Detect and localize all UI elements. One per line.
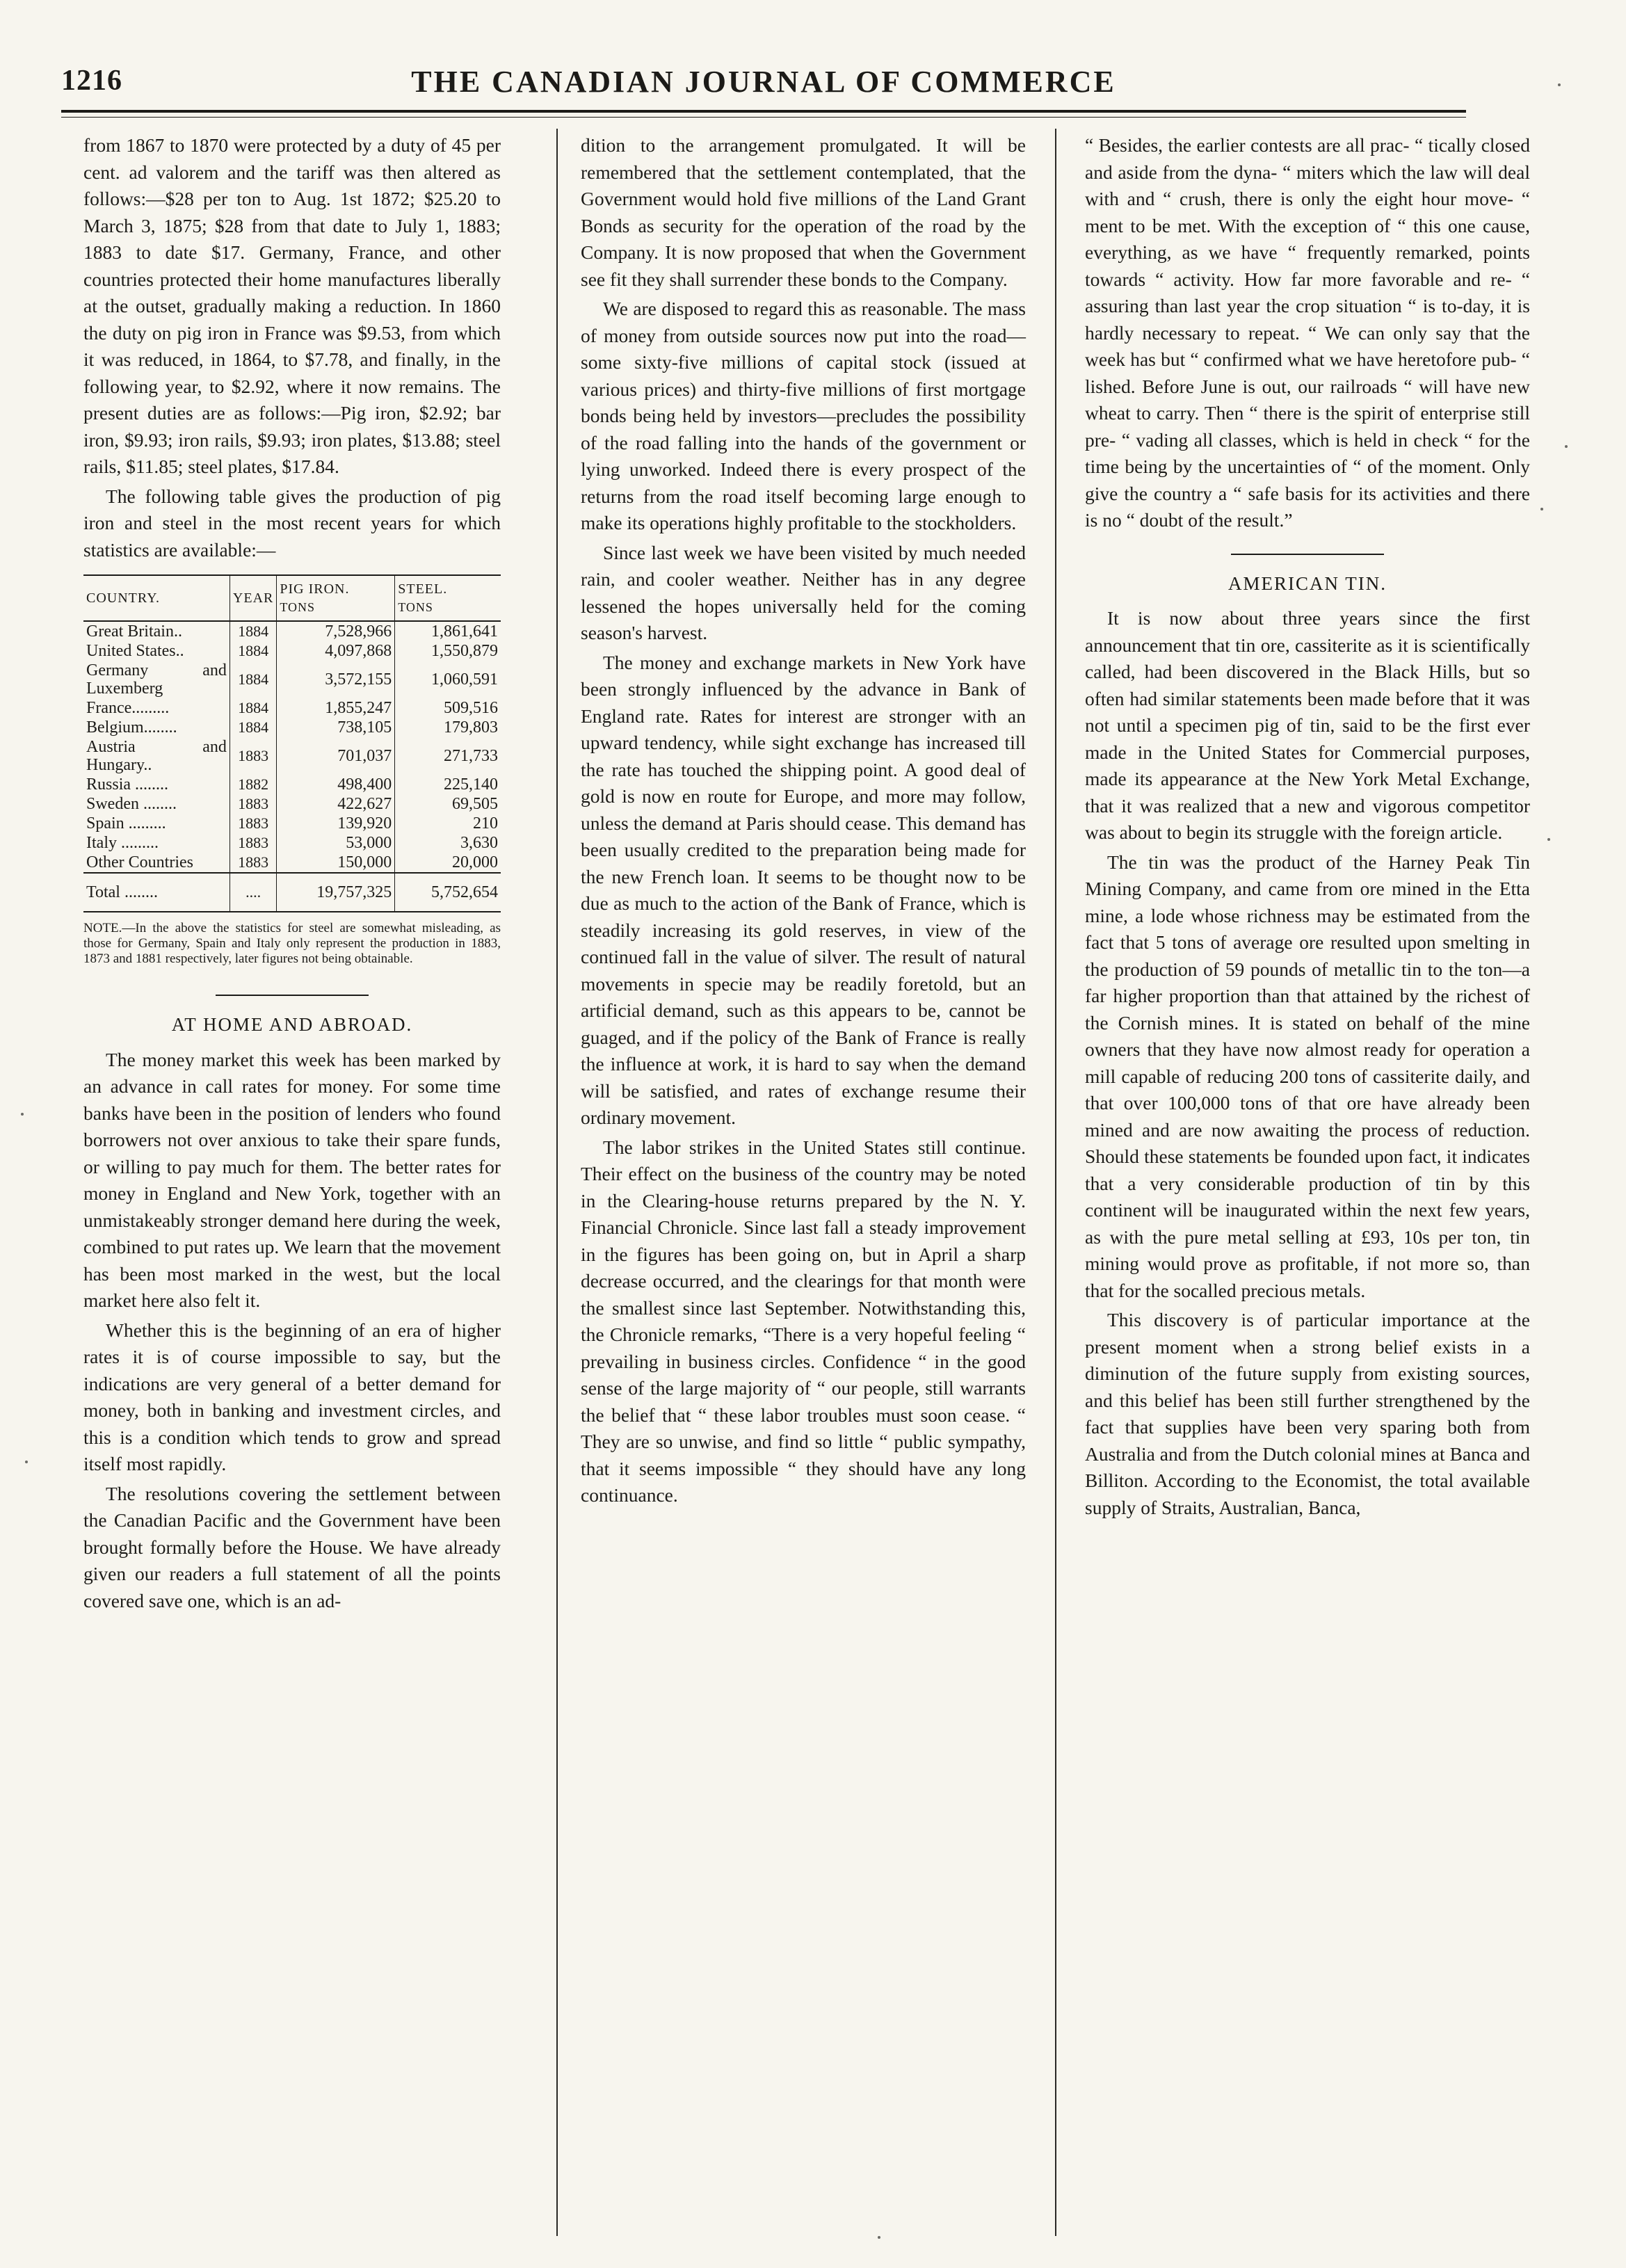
scan-speck bbox=[1565, 445, 1568, 448]
table-note: NOTE.—In the above the statistics for steel are somewhat misleading, as those for Germany, Spain and Italy only represent the production in 1883, 1873 and 1881 respectively, later figures not being obtainable. bbox=[83, 921, 501, 966]
cell-steel: 271,733 bbox=[444, 747, 498, 765]
production-table bbox=[83, 574, 501, 912]
journal-title: THE CANADIAN JOURNAL OF COMMERCE bbox=[411, 65, 1116, 99]
pig-iron-label: PIG IRON. bbox=[280, 581, 350, 597]
scan-speck bbox=[1547, 838, 1550, 841]
header-steel bbox=[395, 575, 501, 621]
paragraph: The following table gives the production of pig iron and steel in the most recent years for which statistics are available:— bbox=[83, 485, 501, 561]
paragraph: The labor strikes in the United States still continue. Their effect on the business of the country may be noted in the Clearing-house returns prepared by the N. Y. Financial Chronicle. Since last fall a steady improvement in the figures has been going on, but in April a sharp decrease occurred, and the clearings for that month were the smallest since last September. Notwithstanding this, the Chronicle remarks, “There is a very hopeful feeling “ prevailing in business circles. Confidence “ in the good sense of the large majority of “ our people, still warrants the belief that “ these labor troubles must soon cease. “ They are so unwise, and find so little “ public sympathy, that it seems impossible “ they should have any long continuance. bbox=[581, 1136, 1026, 1506]
paragraph: dition to the arrangement promulgated. It will be remembered that the settlement contemplated, that the Government would hold five millions of the Land Grant Bonds as security for the operation of the road by the Company. It is now proposed that when the Government see fit they shall surrender these bonds to the Company. bbox=[581, 134, 1026, 290]
total-year: .... bbox=[230, 873, 276, 912]
cell-pig-iron: 150,000 bbox=[277, 853, 395, 873]
column-3 bbox=[1085, 132, 1530, 1524]
cell-steel: 1,060,591 bbox=[431, 670, 498, 689]
cell-country: Other Countries bbox=[86, 853, 193, 871]
cell-steel: 3,630 bbox=[460, 834, 498, 852]
table-row bbox=[83, 814, 501, 833]
cell-country: Italy ......... bbox=[86, 834, 159, 852]
header-rule bbox=[61, 110, 1466, 113]
cell-year: 1884 bbox=[230, 698, 276, 718]
cell-steel: 179,803 bbox=[444, 718, 498, 737]
cell-year: 1882 bbox=[230, 775, 276, 794]
cell-country: Spain ......... bbox=[86, 814, 166, 833]
cell-year: 1883 bbox=[230, 833, 276, 853]
cell-year: 1884 bbox=[230, 641, 276, 661]
paragraph: The resolutions covering the settlement between the Canadian Pacific and the Government have been brought formally before the House. We have already given our readers a full statement of all the points covered save one, which is an ad- bbox=[83, 1482, 501, 1611]
table-row bbox=[83, 775, 501, 794]
cell-steel: 20,000 bbox=[452, 853, 498, 871]
paragraph: It is now about three years since the first announcement that tin ore, cassiterite as it is scientifically called, had been discovered in the Black Hills, but so often had similar statements been made before that it was not until a specimen pig of tin, said to be the first ever made in the United States for Commercial purposes, made its appearance at the New York Metal Exchange, that it was realized that a new and vigorous competitor was about to begin its struggle with the foreign article. bbox=[1085, 607, 1530, 843]
paragraph: The tin was the product of the Harney Peak Tin Mining Company, and came from ore mined in the Etta mine, a lode whose richness may be estimated from the fact that 5 tons of average ore resulted upon smelting in the production of 59 pounds of metallic tin to the ton—a far higher proportion than that attained by the richest of the Cornish mines. It is stated on behalf of the mine owners that they have now almost ready for operation a mill capable of reducing 200 tons of cassiterite daily, and that over 100,000 tons of that ore have already been mined and are now awaiting the process of reduction. Should these statements be founded upon fact, it indicates that a very considerable production of tin by this continent will be inaugurated within the next few years, as with the pure metal selling at £93, 10s per ton, tin mining would prove as profitable, if not more so, than that for the socalled precious metals. bbox=[1085, 851, 1530, 1301]
cell-pig-iron: 738,105 bbox=[277, 718, 395, 737]
table-row bbox=[83, 698, 501, 718]
table-row bbox=[83, 661, 501, 698]
section-heading: AMERICAN TIN. bbox=[1228, 572, 1387, 594]
cell-country: Sweden ........ bbox=[86, 795, 177, 813]
total-steel: 5,752,654 bbox=[395, 873, 501, 912]
header-rule-thin bbox=[61, 117, 1466, 118]
paragraph: This discovery is of particular importance at the present moment when a strong belief exists in a diminution of the future supply from existing sources, and this belief has been still further strengthened by the fact that supplies have been very sparing both from Australia and from the Dutch colonial mines at Banca and Billiton. According to the Economist, the total available supply of Straits, Australian, Banca, bbox=[1085, 1309, 1530, 1518]
column-divider bbox=[556, 129, 558, 2236]
cell-country: Germany and Luxemberg bbox=[86, 661, 227, 698]
cell-pig-iron: 498,400 bbox=[277, 775, 395, 794]
paragraph: Since last week we have been visited by much needed rain, and cooler weather. Neither has in any degree lessened the hopes universally held for the coming season's harvest. bbox=[581, 541, 1026, 643]
steel-label: STEEL. bbox=[398, 581, 448, 597]
table-row bbox=[83, 853, 501, 873]
cell-year: 1884 bbox=[230, 718, 276, 737]
header-country: COUNTRY. bbox=[83, 575, 230, 621]
cell-year: 1883 bbox=[230, 853, 276, 873]
cell-steel: 1,550,879 bbox=[431, 642, 498, 660]
column-1 bbox=[83, 132, 501, 1617]
paragraph: from 1867 to 1870 were protected by a duty of 45 per cent. ad valorem and the tariff was then altered as follows:—$28 per ton to Aug. 1st 1872; $25.20 to March 3, 1875; $28 from that date to July 1, 1883; 1883 to date $17. Germany, France, and other countries protected their home manufactures liberally at the outset, gradually making a reduction. In 1860 the duty on pig iron in France was $9.53, from which it was reduced, in 1864, to $7.78, and finally, in the following year, to $2.92, where it now remains. The present duties are as follows:—Pig iron, $2.92; bar iron, $9.93; iron rails, $9.93; iron plates, $13.88; steel rails, $11.85; steel plates, $17.84. bbox=[83, 134, 501, 477]
header-year: YEAR bbox=[230, 575, 276, 621]
table-row bbox=[83, 737, 501, 775]
cell-steel: 69,505 bbox=[452, 795, 498, 813]
page-number: 1216 bbox=[61, 65, 122, 97]
table-row bbox=[83, 833, 501, 853]
column-2 bbox=[581, 132, 1026, 1512]
cell-steel: 225,140 bbox=[444, 775, 498, 794]
paragraph: The money and exchange markets in New York have been strongly influenced by the advance in Bank of England rate. Rates for interest are stronger with an upward tendency, while sight exchange has increased till the rate has touched the shipping point. A good deal of gold is now en route for Europe, and more may follow, unless the demand at Paris should cease. This demand has been usually credited to the preparation being made for the new French loan. It seems to be thought now to be due as much to the action of the Bank of France, which is steadily increasing its gold reserves, in view of the continued fall in the value of silver. The result of natural movements in specie may be readily foretold, but an artificial demand, such as this appears to be, cannot be guaged, and if the policy of the Bank of France is really the influence at work, it is hard to say when the demand will be satisfied, and rates of exchange resume their ordinary movement. bbox=[581, 651, 1026, 1128]
cell-country: Great Britain.. bbox=[86, 622, 182, 641]
cell-year: 1884 bbox=[230, 621, 276, 641]
cell-year: 1883 bbox=[230, 794, 276, 814]
column-divider bbox=[1055, 129, 1056, 2236]
cell-country: France......... bbox=[86, 699, 170, 717]
cell-pig-iron: 3,572,155 bbox=[277, 661, 395, 698]
steel-unit: TONS bbox=[398, 600, 433, 614]
cell-pig-iron: 139,920 bbox=[277, 814, 395, 833]
scan-speck bbox=[1540, 508, 1543, 510]
cell-year: 1883 bbox=[230, 814, 276, 833]
table-row bbox=[83, 794, 501, 814]
total-label: Total ........ bbox=[83, 873, 230, 912]
table-total-row bbox=[83, 873, 501, 912]
cell-year: 1883 bbox=[230, 737, 276, 775]
cell-year: 1884 bbox=[230, 661, 276, 698]
scan-speck bbox=[1558, 83, 1561, 86]
paragraph: We are disposed to regard this as reasonable. The mass of money from outside sources now put into the road—some sixty-five millions of capital stock (issued at various prices) and thirty-five millions of first mortgage bonds being held by investors—precludes the possibility of the road falling into the hands of the government or lying unworked. Indeed there is every prospect of the returns from the road itself becoming large enough to make its operations highly profitable to the stockholders. bbox=[581, 298, 1026, 533]
cell-steel: 509,516 bbox=[444, 699, 498, 717]
cell-pig-iron: 7,528,966 bbox=[277, 621, 395, 641]
table-row bbox=[83, 718, 501, 737]
cell-pig-iron: 422,627 bbox=[277, 794, 395, 814]
table-row bbox=[83, 621, 501, 641]
pig-iron-unit: TONS bbox=[280, 600, 316, 614]
paragraph: The money market this week has been marked by an advance in call rates for money. For some time banks have been in the position of lenders who found borrowers not over anxious to take their spare funds, or willing to pay much for them. The better rates for money in England and New York, together with an unmistakeably stronger demand here during the week, combined to put rates up. We learn that the movement has been most marked in the west, but the local market here also felt it. bbox=[83, 1048, 501, 1311]
paragraph: “ Besides, the earlier contests are all prac- “ tically closed and aside from the dyna- “ miters which the law will deal with and “ crush, there is only the eight hour move- “ ment to be met. With the exception of “ this one cause, everything, as we have “ frequently remarked, points towards “ activity. How far more favorable and re- “ assuring than last year the crop situation “ is to-day, it is hardly necessary to repeat. “ We can only say that the week has but “ confirmed what we have heretofore pub- “ lished. Before June is out, our railroads “ will have new wheat to carry. Then “ there is the spirit of enterprise still pre- “ vading all classes, which is held in check “ for the time being by the uncertainties of “ of the moment. Only give the country a “ safe basis for its activities and there is no “ doubt of the result.” bbox=[1085, 134, 1530, 531]
total-pig-iron: 19,757,325 bbox=[277, 873, 395, 912]
cell-pig-iron: 1,855,247 bbox=[277, 698, 395, 718]
cell-steel: 210 bbox=[473, 814, 498, 833]
section-divider bbox=[1231, 554, 1384, 555]
paragraph: Whether this is the beginning of an era of higher rates it is of course impossible to say, but the indications are very general of a better demand for money, both in banking and investment circles, and this is a condition which tends to grow and spread itself most rapidly. bbox=[83, 1319, 501, 1474]
header-pig-iron bbox=[277, 575, 395, 621]
scan-speck bbox=[21, 1113, 24, 1116]
table-row bbox=[83, 641, 501, 661]
cell-pig-iron: 4,097,868 bbox=[277, 641, 395, 661]
page-header bbox=[61, 64, 1466, 113]
cell-pig-iron: 701,037 bbox=[277, 737, 395, 775]
section-heading: AT HOME AND ABROAD. bbox=[171, 1014, 413, 1035]
cell-pig-iron: 53,000 bbox=[277, 833, 395, 853]
scan-speck bbox=[878, 2236, 880, 2239]
scan-speck bbox=[25, 1461, 28, 1463]
cell-steel: 1,861,641 bbox=[431, 622, 498, 641]
section-divider bbox=[216, 995, 369, 996]
cell-country: Belgium........ bbox=[86, 718, 177, 737]
cell-country: Russia ........ bbox=[86, 775, 169, 794]
cell-country: Austria and Hungary.. bbox=[86, 738, 227, 774]
cell-country: United States.. bbox=[86, 642, 184, 660]
